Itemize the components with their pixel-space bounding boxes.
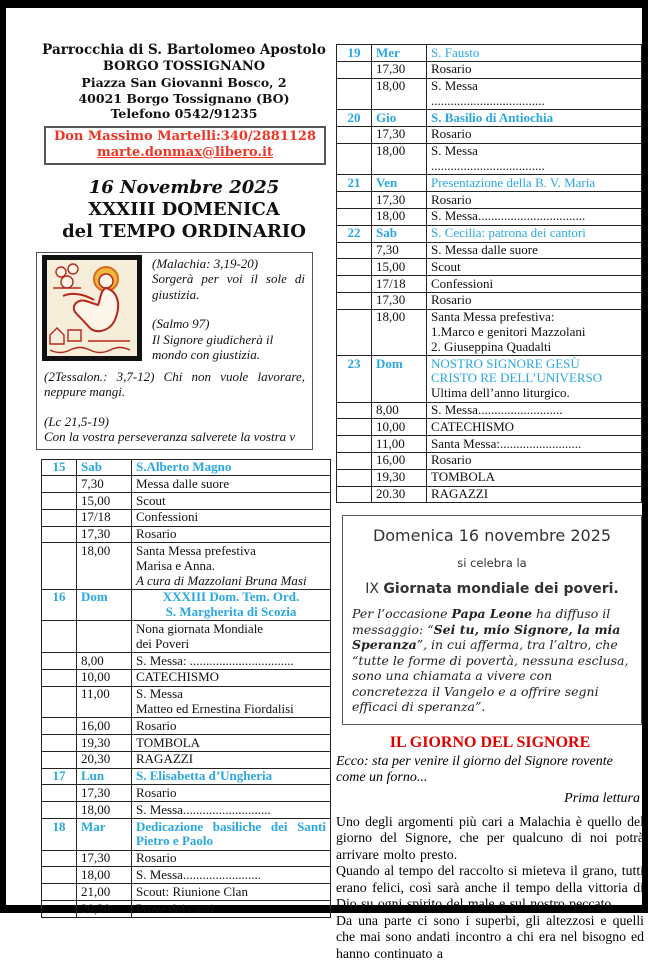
table-row [42, 785, 331, 802]
day-number-cell [42, 509, 77, 526]
sunday-title-line1: XXXIII DOMENICA [88, 198, 280, 220]
day-number-cell: 23 [337, 356, 372, 402]
table-row [337, 402, 642, 419]
event-cell [427, 276, 642, 293]
schedule-line: S. Messa........................... [136, 801, 271, 817]
schedule-line: Confessioni [431, 275, 494, 291]
event-cell [427, 208, 642, 225]
day-number-cell [42, 867, 77, 884]
event-cell [132, 543, 331, 589]
message-segment: ”, in cui afferma, tra l’altro, che “tutte le forme di povertà, nessuna esclusa, sono una chiamata a vivere con concretezza il Vangelo e a offrire segni efficaci di speranza”. [352, 637, 629, 715]
schedule-line: Ultima dell’anno liturgico. [431, 385, 570, 401]
schedule-line: S. Messa dalle suore [431, 242, 538, 258]
right-column [336, 44, 644, 962]
day-number-cell [42, 621, 77, 653]
article-byline: Prima lettura [564, 790, 640, 806]
table-row [42, 526, 331, 543]
day-number-cell [337, 259, 372, 276]
day-name-cell: Ven [372, 175, 427, 192]
event-cell [427, 402, 642, 419]
time-cell: 8,00 [372, 402, 427, 419]
day-number-cell [42, 901, 77, 918]
day-number-cell [42, 884, 77, 901]
time-cell: 16,00 [372, 452, 427, 469]
table-row [337, 78, 642, 110]
time-cell: 17,30 [77, 785, 132, 802]
schedule-line: TOMBOLA [431, 469, 496, 485]
table-row [42, 493, 331, 510]
day-number-cell [42, 669, 77, 686]
event-cell [132, 735, 331, 752]
schedule-line: NOSTRO SIGNORE GESÙ [431, 355, 580, 371]
table-row [42, 850, 331, 867]
table-row [42, 621, 331, 653]
day-number-cell [337, 126, 372, 143]
reading-ref-malachia: (Malachia: 3,19-20) [152, 255, 259, 271]
parish-city: 40021 Borgo Tossignano (BO) [78, 90, 290, 106]
time-cell: 15,00 [372, 259, 427, 276]
table-row [337, 110, 642, 127]
event-cell [427, 309, 642, 355]
table-row [42, 543, 331, 589]
day-number-cell: 19 [337, 45, 372, 62]
day-number-cell: 18 [42, 819, 77, 851]
schedule-line: A cura di Mazzolani Bruna Masi [136, 572, 307, 588]
time-cell: 18,00 [77, 802, 132, 819]
schedule-line: XXXIII Dom. Tem. Ord. [162, 589, 300, 605]
title-block [36, 177, 332, 243]
reading-text-salmo: Il Signore giudicherà il mondo con giustizia. [152, 331, 274, 362]
day-number-cell [42, 735, 77, 752]
event-cell [427, 486, 642, 503]
day-number-cell [42, 653, 77, 670]
time-cell: 16,00 [77, 718, 132, 735]
table-row [337, 126, 642, 143]
schedule-line: Rosario [136, 526, 177, 542]
schedule-line: S. Elisabetta d’Ungheria [136, 768, 273, 784]
poveri-heading: Domenica 16 novembre 2025 [372, 526, 612, 546]
event-cell [132, 653, 331, 670]
day-number-cell [42, 785, 77, 802]
article-paragraph: Uno degli argomenti più cari a Malachia è quello del giorno del Signore, che per qualcuno di noi potrà arrivare molto presto. [336, 813, 644, 862]
time-cell: 18,00 [372, 143, 427, 175]
schedule-line: Scout: Riunione Clan [136, 883, 248, 899]
table-row [42, 509, 331, 526]
schedule-line: Rosario [136, 784, 177, 800]
christ-icon-image [42, 255, 142, 361]
schedule-line: S. Messa [136, 686, 183, 702]
time-cell: 10,00 [77, 669, 132, 686]
time-cell: 19,30 [372, 469, 427, 486]
time-cell: 7,30 [77, 476, 132, 493]
day-number-cell [42, 751, 77, 768]
day-number-cell [337, 436, 372, 453]
message-segment: Per l’occasione [352, 606, 452, 622]
day-name-cell: Sab [372, 225, 427, 242]
day-name-cell: Gio [372, 110, 427, 127]
table-row [42, 819, 331, 851]
day-name-cell: Dom [372, 356, 427, 402]
message-segment: Papa Leone [451, 606, 532, 622]
reading-ref-salmo: (Salmo 97) [152, 316, 210, 331]
left-column [36, 42, 332, 918]
table-row [337, 175, 642, 192]
schedule-line: Prove dei canti [136, 900, 214, 916]
parish-name: Parrocchia di S. Bartolomeo Apostolo [42, 42, 326, 58]
time-cell: 18,00 [372, 309, 427, 355]
parish-town: BORGO TOSSIGNANO [102, 59, 266, 74]
priest-contact: Don Massimo Martelli:340/2881128 [53, 128, 317, 144]
event-cell [427, 242, 642, 259]
day-number-cell: 20 [337, 110, 372, 127]
schedule-line: S. Messa [431, 78, 478, 94]
event-cell [427, 452, 642, 469]
article-paragraph: Quando al tempo del raccolto si mieteva il grano, tutti erano felici, così sarà anche il tempo della vittoria di Dio su ogni spirito del male e sul nostro peccato. [336, 863, 644, 912]
event-cell [427, 259, 642, 276]
day-number-cell [337, 292, 372, 309]
poveri-day-line [352, 581, 632, 597]
event-cell [132, 526, 331, 543]
table-row [42, 901, 331, 918]
schedule-line: 2. Giuseppina Quadalti [431, 338, 552, 354]
schedule-line: S. Fausto [431, 44, 480, 60]
time-cell: 17/18 [77, 509, 132, 526]
article-paragraph: Da una parte ci sono i superbi, gli altezzosi e quelli che mai sono andati incontro a chi era nel bisogno ed hanno continuato a [336, 912, 644, 961]
event-cell [427, 78, 642, 110]
time-cell: 21,00 [77, 884, 132, 901]
time-cell: 17,30 [372, 192, 427, 209]
time-cell: 19,30 [77, 735, 132, 752]
table-row [337, 61, 642, 78]
schedule-line: Dedicazione basiliche dei Santi Pietro e Paolo [136, 818, 326, 849]
schedule-line: Santa Messa prefestiva: [431, 309, 555, 325]
day-number-cell [42, 850, 77, 867]
event-cell [132, 819, 331, 851]
sunday-title-line2: del TEMPO ORDINARIO [62, 220, 306, 242]
time-cell: 7,30 [372, 242, 427, 259]
table-row [337, 225, 642, 242]
day-number-cell: 16 [42, 589, 77, 621]
table-row [337, 356, 642, 402]
event-cell [427, 225, 642, 242]
day-number-cell [337, 402, 372, 419]
reading-text-luca: Con la vostra perseveranza salverete la vostra v [44, 429, 296, 444]
bulletin-date: 16 Novembre 2025 [88, 176, 280, 198]
day-number-cell: 17 [42, 768, 77, 785]
table-row [337, 486, 642, 503]
email-link[interactable]: marte.donmax@libero.it [97, 144, 273, 160]
article-title: IL GIORNO DEL SIGNORE [389, 733, 591, 751]
parish-phone: Telefono 0542/91235 [110, 106, 258, 121]
schedule-line: S. Messa: ................................ [136, 652, 294, 668]
schedule-line: S. Cecilia: patrona dei cantori [431, 225, 586, 241]
calendar-table-left [41, 459, 331, 918]
time-cell: 17,30 [372, 126, 427, 143]
table-row [337, 45, 642, 62]
event-cell [427, 419, 642, 436]
schedule-line: Rosario [136, 717, 177, 733]
event-cell [132, 686, 331, 718]
message-segment: Sei tu, mio Signore, la mia Speranza [352, 621, 621, 653]
spacer [44, 400, 305, 414]
event-cell [427, 45, 642, 62]
event-cell [427, 356, 642, 402]
schedule-line: S. Messa.......................... [431, 402, 563, 418]
schedule-line: Matteo ed Ernestina Fiordalisi [136, 700, 294, 716]
schedule-line: Scout [431, 258, 461, 274]
time-cell: 10,00 [372, 419, 427, 436]
day-number-cell [337, 61, 372, 78]
event-cell [132, 884, 331, 901]
table-row [42, 751, 331, 768]
event-cell [427, 436, 642, 453]
time-cell: 15,00 [77, 493, 132, 510]
table-row [337, 419, 642, 436]
table-row [337, 276, 642, 293]
poveri-day-title: Giornata mondiale dei poveri. [383, 581, 619, 598]
day-number-cell [337, 192, 372, 209]
time-cell: 18,00 [372, 78, 427, 110]
time-cell: 20.30 [372, 486, 427, 503]
day-number-cell [337, 143, 372, 175]
schedule-line: Rosario [431, 292, 472, 308]
schedule-line: Santa Messa:......................... [431, 435, 582, 451]
table-row [42, 768, 331, 785]
schedule-line: RAGAZZI [136, 751, 194, 767]
table-row [42, 459, 331, 476]
event-cell [427, 61, 642, 78]
schedule-line: dei Poveri [136, 635, 190, 651]
schedule-line: 1.Marco e genitori Mazzolani [431, 324, 586, 340]
readings-box [36, 252, 313, 450]
day-number-cell [337, 242, 372, 259]
schedule-line: Messa dalle suore [136, 475, 230, 491]
time-cell: 17,30 [77, 526, 132, 543]
day-name-cell: Sab [77, 459, 132, 476]
event-cell [427, 292, 642, 309]
parish-header [36, 42, 332, 122]
time-cell [77, 621, 132, 653]
schedule-line: Rosario [431, 452, 472, 468]
day-number-cell: 15 [42, 459, 77, 476]
table-row [42, 867, 331, 884]
table-row [337, 292, 642, 309]
day-number-cell [42, 526, 77, 543]
schedule-line: S. Messa................................. [431, 208, 586, 224]
event-cell [132, 718, 331, 735]
time-cell: 11,00 [372, 436, 427, 453]
day-number-cell [337, 486, 372, 503]
day-name-cell: Mer [372, 45, 427, 62]
article-intro: Ecco: sta per venire il giorno del Signore rovente come un forno... [336, 753, 613, 786]
day-number-cell [42, 476, 77, 493]
schedule-line: Nona giornata Mondiale [136, 620, 264, 636]
time-cell: 17/18 [372, 276, 427, 293]
day-number-cell [337, 208, 372, 225]
table-row [337, 143, 642, 175]
schedule-line: Confessioni [136, 509, 199, 525]
schedule-line: RAGAZZI [431, 486, 489, 502]
event-cell [132, 867, 331, 884]
table-row [42, 735, 331, 752]
time-cell: 18,00 [77, 543, 132, 589]
reading-text-malachia: Sorgerà per voi il sole di giustizia. [152, 271, 305, 302]
schedule-line: ................................... [431, 92, 545, 108]
poveri-box [342, 515, 642, 725]
schedule-line: CATECHISMO [431, 418, 515, 434]
event-cell [132, 621, 331, 653]
reading-tessalonicesi: (2Tessalon.: 3,7-12) Chi non vuole lavorare, neppure mangi. [44, 368, 305, 399]
event-cell [132, 493, 331, 510]
event-cell [132, 751, 331, 768]
event-cell [132, 669, 331, 686]
day-number-cell [42, 802, 77, 819]
poveri-day-prefix: IX [365, 581, 384, 598]
time-cell: 8,00 [77, 653, 132, 670]
reading-ref-luca: (Lc 21,5-19) [44, 413, 109, 429]
event-cell [132, 476, 331, 493]
schedule-line: Rosario [431, 126, 472, 142]
table-row [337, 259, 642, 276]
table-row [42, 669, 331, 686]
table-row [42, 884, 331, 901]
day-number-cell [42, 718, 77, 735]
event-cell [132, 768, 331, 785]
time-cell: 18,00 [77, 867, 132, 884]
parish-address: Piazza San Giovanni Bosco, 2 [81, 75, 287, 90]
table-row [337, 192, 642, 209]
event-cell [427, 126, 642, 143]
time-cell: 20,30 [77, 901, 132, 918]
schedule-line: S. Messa........................ [136, 866, 261, 882]
schedule-line: Santa Messa prefestiva [136, 542, 256, 558]
event-cell [427, 110, 642, 127]
schedule-line: CRISTO RE DELL’UNIVERSO [431, 370, 603, 386]
table-row [337, 242, 642, 259]
event-cell [427, 469, 642, 486]
time-cell: 17,30 [77, 850, 132, 867]
event-cell [132, 459, 331, 476]
time-cell: 11,00 [77, 686, 132, 718]
day-number-cell: 21 [337, 175, 372, 192]
schedule-line: TOMBOLA [136, 734, 201, 750]
day-name-cell: Dom [77, 589, 132, 621]
schedule-line: Presentazione della B. V. Maria [431, 174, 596, 190]
table-row [337, 452, 642, 469]
time-cell: 20,30 [77, 751, 132, 768]
day-number-cell [42, 686, 77, 718]
event-cell [132, 509, 331, 526]
schedule-line: Scout [136, 492, 166, 508]
schedule-line: ................................... [431, 158, 545, 174]
table-row [42, 476, 331, 493]
pope-message [352, 606, 632, 715]
calendar-table-right [336, 44, 642, 503]
day-number-cell [337, 276, 372, 293]
day-name-cell: Mar [77, 819, 132, 851]
event-cell [427, 175, 642, 192]
poveri-subtitle: si celebra la [457, 556, 527, 571]
event-cell [132, 850, 331, 867]
schedule-line: Rosario [136, 850, 177, 866]
contact-box [44, 126, 326, 165]
table-row [42, 589, 331, 621]
schedule-line: S. Messa [431, 143, 478, 159]
day-name-cell: Lun [77, 768, 132, 785]
schedule-line: Marisa e Anna. [136, 557, 216, 573]
table-row [337, 208, 642, 225]
day-number-cell [337, 419, 372, 436]
time-cell: 18,00 [372, 208, 427, 225]
day-number-cell [337, 309, 372, 355]
table-row [42, 718, 331, 735]
day-number-cell [42, 543, 77, 589]
event-cell [132, 901, 331, 918]
table-row [337, 309, 642, 355]
schedule-line: Rosario [431, 191, 472, 207]
schedule-line: S. Basilio di Antiochia [431, 109, 554, 125]
table-row [42, 802, 331, 819]
message-segment: ha diffuso il messaggio: “ [352, 606, 611, 637]
day-number-cell [337, 452, 372, 469]
day-number-cell [42, 493, 77, 510]
table-row [42, 653, 331, 670]
event-cell [132, 589, 331, 621]
event-cell [427, 143, 642, 175]
event-cell [427, 192, 642, 209]
event-cell [132, 785, 331, 802]
day-number-cell [337, 469, 372, 486]
article [336, 734, 644, 962]
time-cell: 17,30 [372, 292, 427, 309]
day-number-cell [337, 78, 372, 110]
event-cell [132, 802, 331, 819]
table-row [337, 436, 642, 453]
schedule-line: Rosario [431, 61, 472, 77]
table-row [337, 469, 642, 486]
schedule-line: S.Alberto Magno [136, 459, 232, 474]
table-row [42, 686, 331, 718]
time-cell: 17,30 [372, 61, 427, 78]
schedule-line: CATECHISMO [136, 669, 220, 685]
day-number-cell: 22 [337, 225, 372, 242]
schedule-line: S. Margherita di Scozia [165, 604, 297, 620]
